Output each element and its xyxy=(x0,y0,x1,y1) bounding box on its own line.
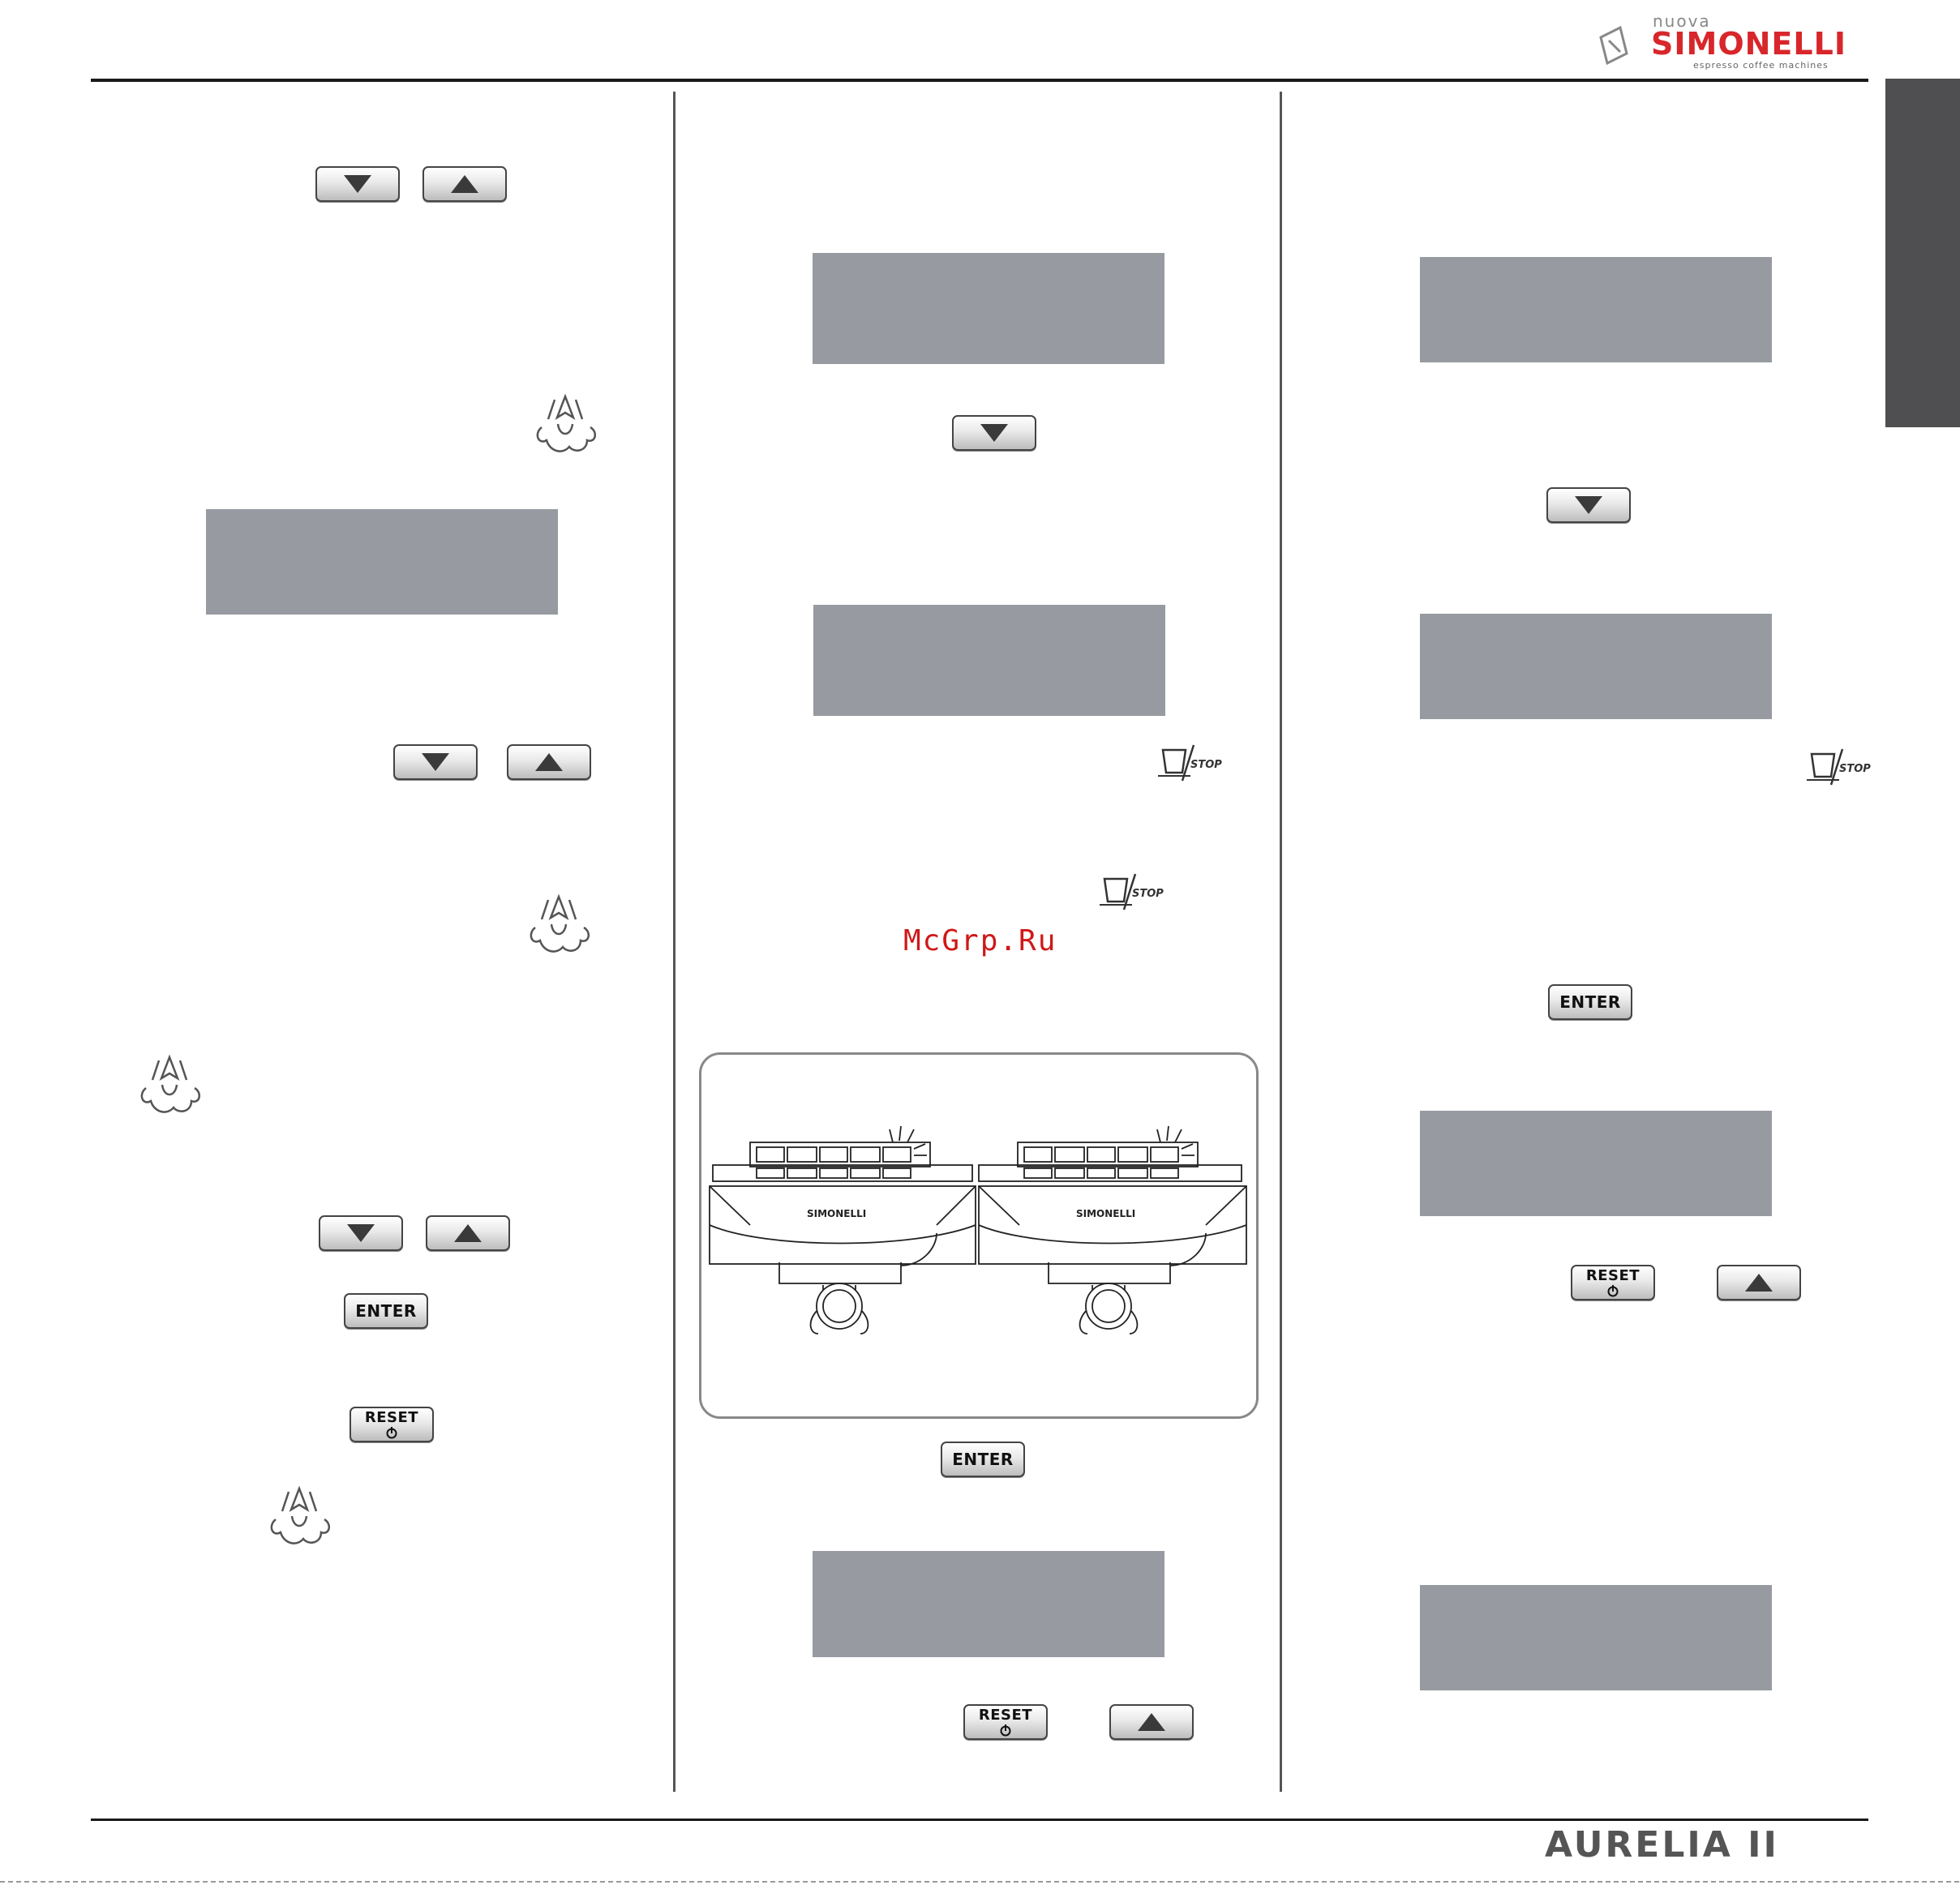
reset-button[interactable] xyxy=(1571,1265,1655,1300)
power-icon xyxy=(999,1724,1012,1737)
brand-name-text: SIMONELLI xyxy=(1651,26,1846,62)
model-name: AURELIA II xyxy=(1545,1824,1779,1866)
arrow-up-icon xyxy=(454,1224,482,1242)
reset-button-label: RESET xyxy=(1585,1266,1640,1284)
enter-button[interactable] xyxy=(1548,984,1632,1020)
reset-button-label: RESET xyxy=(978,1706,1033,1724)
brand-tagline-text: espresso coffee machines xyxy=(1693,60,1829,71)
svg-text:STOP: STOP xyxy=(1190,759,1222,771)
machine-group-head-illustration xyxy=(699,1052,1259,1419)
arrow-up-icon xyxy=(1138,1713,1165,1731)
display-panel xyxy=(1420,614,1772,719)
footer-rule xyxy=(91,1819,1868,1821)
brand-mark-icon xyxy=(1596,19,1645,68)
down-button[interactable] xyxy=(1546,487,1631,523)
enter-button-label: ENTER xyxy=(952,1450,1014,1469)
side-tab xyxy=(1885,79,1960,427)
display-panel xyxy=(813,1551,1164,1657)
arrow-down-icon xyxy=(1575,496,1602,514)
arrow-down-icon xyxy=(347,1224,375,1242)
display-panel xyxy=(1420,1111,1772,1216)
svg-text:STOP: STOP xyxy=(1839,763,1871,775)
reset-button[interactable] xyxy=(350,1407,434,1442)
up-button[interactable] xyxy=(426,1215,510,1251)
display-panel xyxy=(813,605,1165,716)
cup-stop-icon xyxy=(1158,743,1222,782)
down-button[interactable] xyxy=(315,166,400,202)
down-button[interactable] xyxy=(952,415,1036,451)
bottom-edge-line xyxy=(0,1881,1960,1883)
cup-stop-icon xyxy=(1100,872,1164,911)
arrow-down-icon xyxy=(980,424,1008,442)
display-panel xyxy=(1420,1585,1772,1690)
steam-wand-icon xyxy=(135,1052,204,1117)
up-button[interactable] xyxy=(507,744,591,780)
arrow-down-icon xyxy=(422,753,449,771)
arrow-down-icon xyxy=(344,175,371,193)
arrow-up-icon xyxy=(535,753,563,771)
steam-wand-icon xyxy=(524,892,594,957)
illustration-logo: SIMONELLI xyxy=(1076,1208,1136,1219)
down-button[interactable] xyxy=(319,1215,403,1251)
arrow-up-icon xyxy=(451,175,478,193)
cup-stop-icon xyxy=(1807,748,1871,786)
enter-button[interactable] xyxy=(941,1442,1025,1477)
power-icon xyxy=(385,1426,398,1439)
up-button[interactable] xyxy=(1717,1265,1801,1300)
down-button[interactable] xyxy=(393,744,478,780)
enter-button-label: ENTER xyxy=(1559,992,1621,1012)
display-panel xyxy=(206,509,558,615)
steam-wand-icon xyxy=(530,392,600,456)
brand-top-text: nuova xyxy=(1653,11,1711,31)
steam-wand-icon xyxy=(264,1484,334,1549)
watermark-text: McGrp.Ru xyxy=(903,924,1057,957)
svg-text:STOP: STOP xyxy=(1132,888,1164,900)
enter-button[interactable] xyxy=(344,1293,428,1329)
column-divider-2 xyxy=(1280,92,1282,1792)
up-button[interactable] xyxy=(1109,1704,1194,1740)
reset-button[interactable] xyxy=(963,1704,1048,1740)
reset-button-label: RESET xyxy=(364,1408,419,1426)
power-icon xyxy=(1606,1284,1619,1297)
up-button[interactable] xyxy=(422,166,507,202)
display-panel xyxy=(1420,257,1772,362)
arrow-up-icon xyxy=(1745,1274,1773,1292)
header-rule xyxy=(91,79,1868,82)
machine-drawing xyxy=(701,1055,1256,1416)
brand-logo xyxy=(1596,11,1872,71)
enter-button-label: ENTER xyxy=(355,1301,417,1321)
display-panel xyxy=(813,253,1164,364)
illustration-logo: SIMONELLI xyxy=(807,1208,867,1219)
column-divider-1 xyxy=(673,92,675,1792)
